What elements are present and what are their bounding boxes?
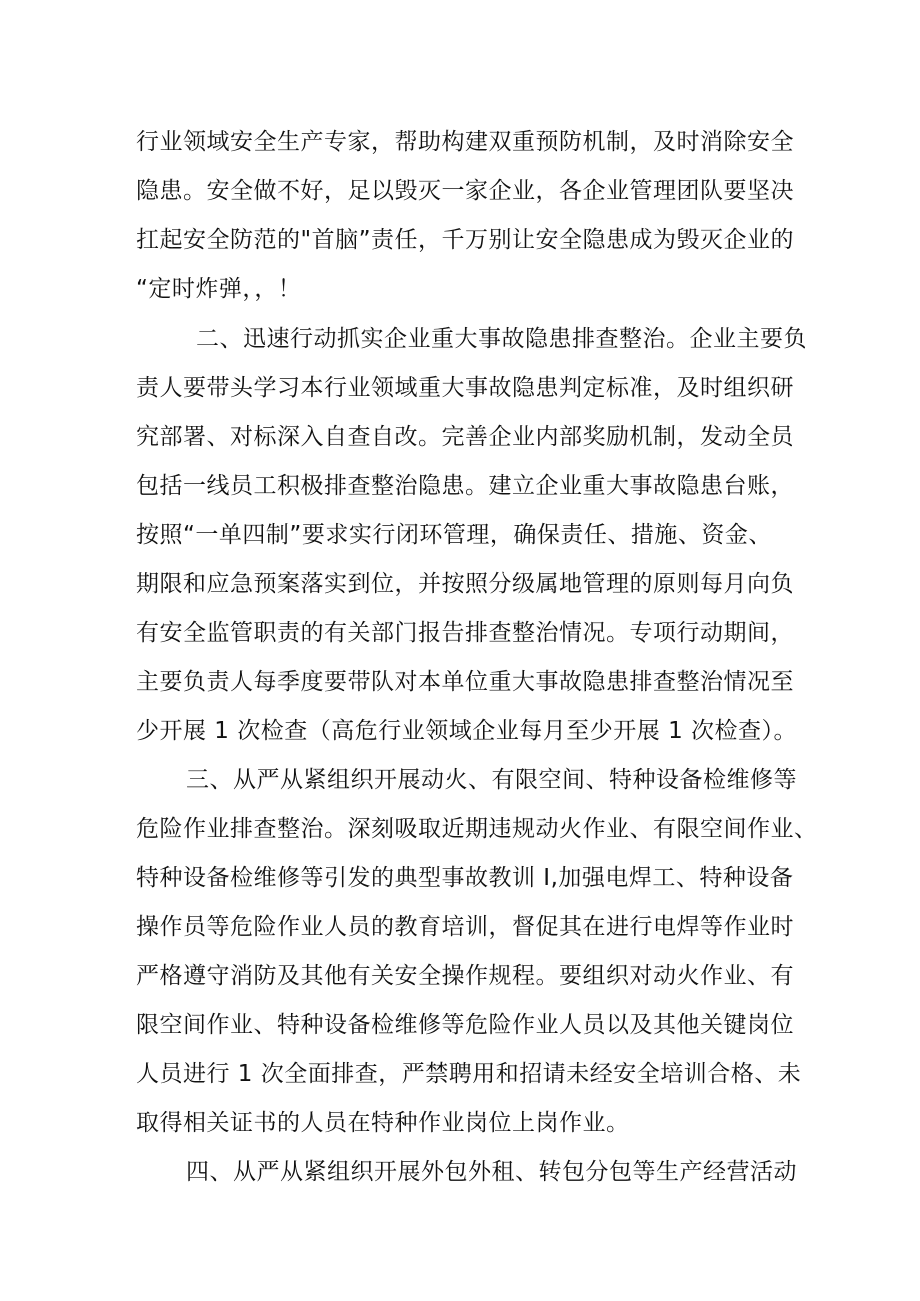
text-line: 操作员等危险作业人员的教育培训，督促其在进行电焊等作业时	[136, 914, 794, 940]
paragraph-3-first-line: 三、从严从紧组织开展动火、有限空间、特种设备检维修等	[186, 767, 797, 793]
text-line: 按照“一单四制”要求实行闭环管理，确保责任、措施、资金、	[136, 522, 772, 548]
text-line: 主要负责人每季度要带队对本单位重大事故隐患排查整治情况至	[136, 669, 794, 695]
text-line: 取得相关证书的人员在特种作业岗位上岗作业。	[136, 1110, 630, 1136]
text-line: 严格遵守消防及其他有关安全操作规程。要组织对动火作业、有	[136, 963, 794, 989]
text-line: 限空间作业、特种设备检维修等危险作业人员以及其他关键岗位	[136, 1012, 794, 1038]
text-line: 危险作业排查整治。深刻吸取近期违规动火作业、有限空间作业、	[136, 816, 818, 842]
text-line: 行业领域安全生产专家，帮助构建双重预防机制，及时消除安全	[136, 129, 794, 155]
text-line: “定时炸弹，，！	[136, 276, 302, 302]
text-line: 包括一线员工积极排查整治隐患。建立企业重大事故隐患台账，	[136, 473, 794, 499]
text-line: 少开展 1 次检查（高危行业领域企业每月至少开展 1 次检查）。	[136, 718, 798, 744]
paragraph-4-first-line: 四、从严从紧组织开展外包外租、转包分包等生产经营活动	[186, 1159, 797, 1185]
text-line: 究部署、对标深入自查自改。完善企业内部奖励机制，发动全员	[136, 424, 794, 450]
text-line: 扛起安全防范的"首脑”责任，千万别让安全隐患成为毁灭企业的	[136, 227, 794, 253]
text-line: 人员进行 1 次全面排查，严禁聘用和招请未经安全培训合格、未	[136, 1061, 802, 1087]
text-line: 责人要带头学习本行业领域重大事故隐患判定标准，及时组织研	[136, 375, 794, 401]
text-line: 有安全监管职责的有关部门报告排查整治情况。专项行动期间，	[136, 620, 794, 646]
text-line: 隐患。安全做不好，足以毁灭一家企业，各企业管理团队要坚决	[136, 178, 794, 204]
text-line: 特种设备检维修等引发的典型事故教训 I,加强电焊工、特种设备	[136, 865, 794, 891]
text-line: 期限和应急预案落实到位，并按照分级属地管理的原则每月向负	[136, 571, 794, 597]
paragraph-2-first-line: 二、迅速行动抓实企业重大事故隐患排查整治。企业主要负	[196, 326, 807, 352]
